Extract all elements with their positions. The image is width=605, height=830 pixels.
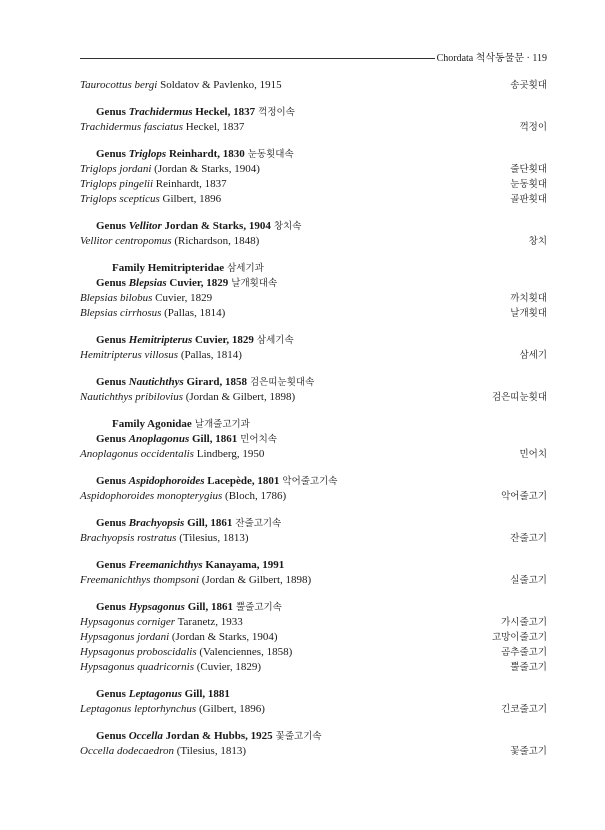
taxon-block — [80, 147, 547, 207]
genus-heading — [80, 474, 547, 489]
species-name — [80, 660, 261, 675]
species-name — [80, 615, 243, 630]
genus-name: Triglops — [128, 148, 167, 160]
species-authority: Reinhardt, 1837 — [153, 178, 227, 190]
korean-name: 민어치속 — [237, 434, 277, 445]
species-name — [80, 531, 249, 546]
species-row — [80, 702, 547, 717]
genus-name: Anoplagonus — [128, 433, 190, 445]
species-binomial: Triglops jordani — [80, 163, 152, 175]
genus-heading — [80, 375, 547, 390]
species-authority: (Gilbert, 1896) — [196, 703, 265, 715]
species-name — [80, 162, 260, 177]
korean-name: 삼세기 — [519, 350, 547, 361]
genus-label: Genus — [96, 559, 129, 571]
genus-heading — [80, 432, 547, 447]
species-row — [80, 660, 547, 675]
genus-authority: Lacepède, 1801 — [204, 475, 280, 487]
korean-name: 날개횟대 — [510, 308, 547, 319]
species-authority: Taranetz, 1933 — [175, 616, 243, 628]
genus-authority: Cuvier, 1829 — [166, 277, 229, 289]
species-row — [80, 447, 547, 462]
korean-name: 꽃줄고기 — [510, 746, 547, 757]
korean-name: 민어치 — [519, 449, 547, 460]
taxon-block — [80, 474, 547, 504]
korean-name: 날개횟대속 — [228, 278, 278, 289]
species-row — [80, 177, 547, 192]
genus-heading — [80, 687, 547, 702]
species-authority: Gilbert, 1896 — [159, 193, 222, 205]
species-row — [80, 162, 547, 177]
genus-authority: Gill, 1861 — [189, 433, 238, 445]
taxon-block — [80, 417, 547, 462]
taxon-block — [80, 261, 547, 321]
taxon-block — [80, 375, 547, 405]
family-heading — [80, 261, 547, 276]
genus-label: Genus — [96, 517, 129, 529]
species-name — [80, 120, 244, 135]
genus-name: Vellitor — [128, 220, 162, 232]
species-binomial: Nautichthys pribilovius — [80, 391, 183, 403]
species-binomial: Hemitripterus villosus — [80, 349, 179, 361]
genus-authority: Jordan & Starks, 1904 — [161, 220, 271, 232]
species-row — [80, 573, 547, 588]
taxon-list — [80, 78, 547, 771]
species-authority: (Tilesius, 1813) — [176, 532, 249, 544]
species-binomial: Taurocottus bergi — [80, 79, 158, 91]
genus-authority: Reinhardt, 1830 — [166, 148, 245, 160]
korean-name: 날개줄고기과 — [191, 419, 250, 430]
species-row — [80, 234, 547, 249]
family-label: Family Hemitripteridae — [112, 262, 225, 274]
korean-name: 잔줄고기속 — [232, 518, 282, 529]
species-row — [80, 615, 547, 630]
genus-label: Genus — [96, 688, 129, 700]
genus-label: Genus — [96, 601, 129, 613]
taxon-block — [80, 558, 547, 588]
species-binomial: Blepsias bilobus — [80, 292, 153, 304]
species-name — [80, 489, 286, 504]
species-binomial: Hypsagonus jordani — [80, 631, 170, 643]
korean-name: 검은띠눈횟대속 — [246, 377, 315, 388]
korean-name: 곰추줄고기 — [501, 647, 547, 658]
running-header: Chordata 척삭동물문 · 119 — [436, 53, 547, 64]
korean-name: 가시줄고기 — [501, 617, 547, 628]
species-binomial: Freemanichthys thompsoni — [80, 574, 200, 586]
korean-name: 고망이줄고기 — [491, 632, 547, 643]
species-authority: (Tilesius, 1813) — [173, 745, 247, 757]
genus-heading — [80, 516, 547, 531]
species-binomial: Trachidermus fasciatus — [80, 121, 183, 133]
korean-name: 창치속 — [270, 221, 302, 232]
species-row — [80, 120, 547, 135]
korean-name: 실줄고기 — [510, 575, 547, 586]
genus-name: Nautichthys — [128, 376, 184, 388]
genus-label: Genus — [96, 475, 129, 487]
species-name — [80, 192, 221, 207]
species-authority: (Jordan & Gilbert, 1898) — [199, 574, 312, 586]
genus-name: Brachyopsis — [128, 517, 185, 529]
species-authority: (Jordan & Starks, 1904) — [151, 163, 260, 175]
genus-authority: Kanayama, 1991 — [202, 559, 285, 571]
species-name — [80, 744, 246, 759]
species-row — [80, 645, 547, 660]
genus-heading — [80, 333, 547, 348]
species-row — [80, 744, 547, 759]
korean-name: 악어줄고기속 — [279, 476, 338, 487]
genus-heading — [80, 600, 547, 615]
species-row — [80, 531, 547, 546]
korean-name: 꺽정이속 — [255, 107, 295, 118]
species-binomial: Hypsagonus proboscidalis — [80, 646, 197, 658]
korean-name: 골판횟대 — [510, 194, 547, 205]
taxon-block — [80, 729, 547, 759]
korean-name: 뿔줄고기속 — [232, 602, 282, 613]
species-name — [80, 78, 282, 93]
genus-name: Blepsias — [128, 277, 167, 289]
species-authority: (Valenciennes, 1858) — [196, 646, 293, 658]
genus-heading — [80, 105, 547, 120]
species-binomial: Leptagonus leptorhynchus — [80, 703, 197, 715]
species-authority: Lindberg, 1950 — [193, 448, 265, 460]
species-name — [80, 390, 295, 405]
korean-name: 검은띠눈횟대 — [491, 392, 547, 403]
genus-name: Freemanichthys — [128, 559, 203, 571]
genus-name: Leptagonus — [128, 688, 182, 700]
species-row — [80, 630, 547, 645]
genus-label: Genus — [96, 376, 129, 388]
genus-name: Hemitripterus — [128, 334, 193, 346]
genus-heading — [80, 729, 547, 744]
species-name — [80, 573, 311, 588]
genus-label: Genus — [96, 220, 129, 232]
species-binomial: Triglops pingelii — [80, 178, 154, 190]
korean-name: 눈동횟대 — [510, 179, 547, 190]
genus-heading — [80, 147, 547, 162]
species-authority: (Pallas, 1814) — [161, 307, 226, 319]
genus-name: Trachidermus — [128, 106, 193, 118]
genus-authority: Gill, 1861 — [184, 517, 233, 529]
genus-label: Genus — [96, 106, 129, 118]
taxon-block — [80, 687, 547, 717]
species-authority: (Jordan & Gilbert, 1898) — [182, 391, 296, 403]
genus-name: Hypsagonus — [128, 601, 185, 613]
species-binomial: Occella dodecaedron — [80, 745, 174, 757]
genus-label: Genus — [96, 148, 129, 160]
species-binomial: Hypsagonus quadricornis — [80, 661, 194, 673]
species-name — [80, 645, 292, 660]
species-name — [80, 447, 264, 462]
species-authority: (Bloch, 1786) — [222, 490, 287, 502]
species-authority: Soldatov & Pavlenko, 1915 — [157, 79, 282, 91]
taxon-block — [80, 333, 547, 363]
genus-authority: Gill, 1881 — [181, 688, 230, 700]
korean-name: 창치 — [528, 236, 547, 247]
species-authority: (Jordan & Starks, 1904) — [169, 631, 278, 643]
species-name — [80, 306, 225, 321]
taxon-block — [80, 219, 547, 249]
genus-heading — [80, 219, 547, 234]
taxon-block — [80, 600, 547, 675]
korean-name: 긴코줄고기 — [501, 704, 547, 715]
species-row — [80, 291, 547, 306]
taxon-block — [80, 78, 547, 93]
genus-authority: Jordan & Hubbs, 1925 — [162, 730, 273, 742]
header-rule — [80, 58, 435, 59]
species-binomial: Brachyopsis rostratus — [80, 532, 177, 544]
korean-name: 줄단횟대 — [510, 164, 547, 175]
genus-label: Genus — [96, 277, 129, 289]
taxon-block — [80, 105, 547, 135]
genus-name: Occella — [128, 730, 163, 742]
species-authority: Heckel, 1837 — [182, 121, 245, 133]
genus-label: Genus — [96, 334, 129, 346]
korean-name: 꺽정이 — [519, 122, 547, 133]
genus-label: Genus — [96, 730, 129, 742]
taxon-block — [80, 516, 547, 546]
species-row — [80, 192, 547, 207]
species-name — [80, 630, 278, 645]
genus-name: Aspidophoroides — [128, 475, 205, 487]
species-authority: (Richardson, 1848) — [171, 235, 260, 247]
korean-name: 뿔줄고기 — [510, 662, 547, 673]
species-authority: (Cuvier, 1829) — [193, 661, 262, 673]
family-label: Family Agonidae — [112, 418, 192, 430]
species-authority: Cuvier, 1829 — [152, 292, 213, 304]
species-binomial: Anoplagonus occidentalis — [80, 448, 194, 460]
species-binomial: Vellitor centropomus — [80, 235, 172, 247]
species-name — [80, 234, 259, 249]
genus-authority: Heckel, 1837 — [192, 106, 256, 118]
species-row — [80, 348, 547, 363]
species-binomial: Blepsias cirrhosus — [80, 307, 162, 319]
genus-authority: Gill, 1861 — [184, 601, 233, 613]
genus-authority: Girard, 1858 — [183, 376, 247, 388]
species-authority: (Pallas, 1814) — [178, 349, 242, 361]
korean-name: 잔줄고기 — [510, 533, 547, 544]
species-row — [80, 489, 547, 504]
species-name — [80, 291, 212, 306]
species-row — [80, 306, 547, 321]
genus-heading — [80, 558, 547, 573]
species-binomial: Hypsagonus corniger — [80, 616, 176, 628]
korean-name: 송곳횟대 — [510, 80, 547, 91]
genus-label: Genus — [96, 433, 129, 445]
genus-authority: Cuvier, 1829 — [192, 334, 254, 346]
korean-name: 삼세기속 — [253, 335, 294, 346]
genus-heading — [80, 276, 547, 291]
family-heading — [80, 417, 547, 432]
korean-name: 꽃줄고기속 — [272, 731, 322, 742]
species-row — [80, 78, 547, 93]
species-binomial: Triglops scepticus — [80, 193, 160, 205]
korean-name: 까치횟대 — [510, 293, 547, 304]
species-binomial: Aspidophoroides monopterygius — [80, 490, 223, 502]
species-name — [80, 702, 265, 717]
korean-name: 눈동횟대속 — [244, 149, 294, 160]
korean-name: 삼세기과 — [224, 263, 264, 274]
species-name — [80, 348, 242, 363]
species-name — [80, 177, 227, 192]
korean-name: 악어줄고기 — [501, 491, 547, 502]
species-row — [80, 390, 547, 405]
